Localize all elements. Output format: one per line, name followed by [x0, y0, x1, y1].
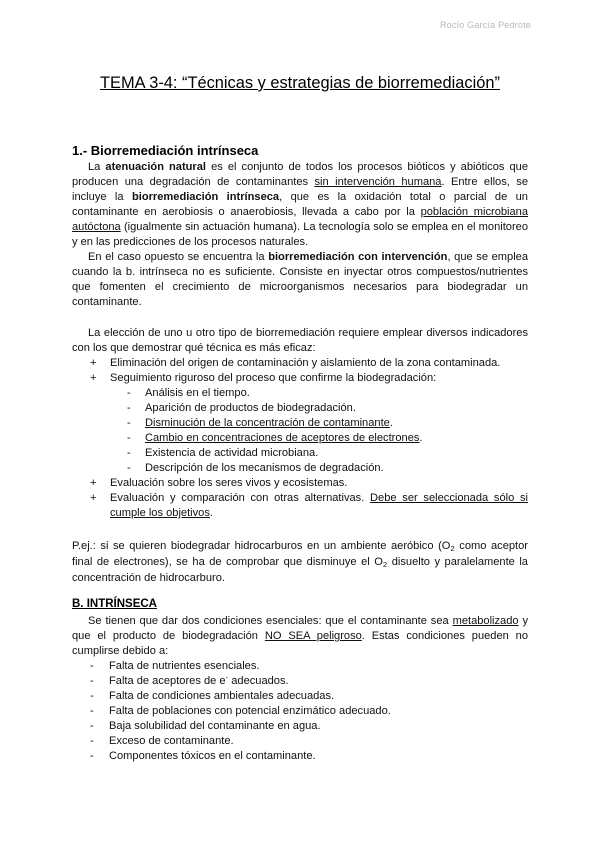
list-item-text: Seguimiento riguroso del proceso que confirme la biodegradación: — [110, 372, 437, 384]
indicator-list-part1 — [90, 356, 528, 386]
text-run: y que el producto de biodegradación — [72, 615, 528, 642]
list-item-text: . — [419, 432, 423, 444]
list-item-text: Exceso de contaminante. — [109, 735, 234, 747]
dash-bullet-marker: - — [90, 720, 94, 732]
list-item — [90, 659, 528, 674]
dash-bullet-marker: - — [90, 735, 94, 747]
dash-bullet-marker: - — [127, 447, 131, 459]
dash-bullet-marker: - — [127, 462, 131, 474]
list-item-text: Falta de condiciones ambientales adecuadas. — [109, 690, 335, 702]
list-item — [90, 704, 528, 719]
text-run: . Entre ellos, se incluye la — [72, 176, 528, 203]
dash-bullet-marker: - — [90, 705, 94, 717]
paragraph-eleccion-indicadores: La elección de uno u otro tipo de biorremediación requiere emplear diversos indicadores con los que demostrar qué técnica es más eficaz: — [72, 327, 528, 354]
list-item-text: Falta de nutrientes esenciales. — [109, 660, 260, 672]
monitoring-sublist — [127, 386, 527, 476]
bold-term-biorremediacion-intrinseca: biorremediación intrínseca — [131, 191, 280, 203]
text-run: La — [88, 161, 106, 173]
list-item-text: . — [209, 507, 213, 519]
list-item — [127, 401, 527, 416]
list-item-text: . — [389, 417, 393, 429]
list-item — [90, 674, 528, 689]
dash-bullet-marker: - — [90, 675, 94, 687]
list-item-text: Evaluación y comparación con otras alternativas. — [110, 492, 371, 504]
list-item — [90, 491, 528, 521]
text-run: disuelto y paralelamente la concentración de hidrocarburo. — [72, 556, 528, 584]
text-run: es el conjunto de todos los procesos bióticos y abióticos que producen una degradación de contaminantes — [72, 161, 529, 188]
text-run: como aceptor final de electrones), se ha de comprobar que disminuye el O — [72, 540, 528, 568]
list-item-text: Descripción de los mecanismos de degradación. — [145, 462, 384, 474]
underlined-list-text: Debe ser seleccionada sólo si cumple los objetivos — [110, 492, 528, 519]
paragraph-condiciones-esenciales — [72, 614, 528, 659]
list-item — [127, 386, 527, 401]
paragraph-example-hidrocarburos — [72, 538, 528, 586]
underlined-term: NO SEA peligroso — [264, 630, 362, 642]
dash-bullet-marker: - — [127, 417, 131, 429]
list-item — [127, 416, 527, 431]
underlined-term: población microbiana autóctona — [72, 206, 529, 233]
text-run: , que se emplea cuando la b. intrínseca no es suficiente. Consiste en inyectar otros compuestos/nutrientes que fomenten el crecimiento de microorganismos necesarios para biodegradar un contaminante. — [72, 251, 529, 308]
superscript: - — [225, 673, 229, 682]
underlined-list-text: Cambio en concentraciones de aceptores de electrones — [145, 432, 420, 444]
list-item — [90, 749, 528, 764]
underlined-list-text: Disminución de la concentración de contaminante — [145, 417, 390, 429]
document-title: TEMA 3-4: “Técnicas y estrategias de biorremediación” — [100, 74, 500, 92]
indicator-list-part2 — [90, 476, 528, 521]
list-item — [90, 734, 528, 749]
paragraph-biorremediacion-con-intervencion — [72, 250, 528, 310]
text-run: P.ej.: si se quieren biodegradar hidrocarburos en un ambiente aeróbico (O — [72, 540, 451, 552]
list-item-text: adecuados. — [228, 675, 289, 687]
dash-bullet-marker: - — [127, 432, 131, 444]
dash-bullet-marker: - — [127, 402, 131, 414]
text-run: En el caso opuesto se encuentra la — [88, 251, 269, 263]
list-item-text: Evaluación sobre los seres vivos y ecosistemas. — [110, 477, 348, 489]
underlined-term: metabolizado — [452, 615, 519, 627]
bold-term-con-intervencion: biorremediación con intervención — [268, 251, 448, 263]
plus-bullet-marker: + — [90, 477, 97, 489]
list-item-text: Aparición de productos de biodegradación. — [145, 402, 356, 414]
list-item-text: Existencia de actividad microbiana. — [145, 447, 319, 459]
list-item-text: Análisis en el tiempo. — [145, 387, 250, 399]
text-run: (igualmente sin actuación humana). La tecnología solo se emplea en el monitoreo y en las predicciones de los procesos naturales. — [72, 221, 528, 248]
conditions-failure-list — [90, 659, 528, 764]
list-item-text: Falta de poblaciones con potencial enzimático adecuado. — [109, 705, 391, 717]
section-heading-b-intrinseca: B. INTRÍNSECA — [72, 598, 157, 610]
page-header-author: Rocío García Pedrote — [439, 20, 531, 30]
list-item-text: Componentes tóxicos en el contaminante. — [109, 750, 316, 762]
list-item — [90, 719, 528, 734]
list-item — [127, 461, 527, 476]
list-item — [127, 446, 527, 461]
list-item — [127, 431, 527, 446]
subscript: 2 — [382, 560, 388, 569]
list-item — [90, 356, 528, 371]
plus-bullet-marker: + — [90, 372, 97, 384]
underlined-term: sin intervención humana — [314, 176, 442, 188]
section-heading-biorremediacion-intrinseca: 1.- Biorremediación intrínseca — [72, 143, 259, 158]
text-run: . Estas condiciones pueden no cumplirse debido a: — [72, 630, 529, 657]
paragraph-atenuacion-natural — [72, 160, 528, 250]
text-run: , que es la oxidación total o parcial de un contaminante en aerobiosis o anaerobiosis, llevada a cabo por la — [72, 191, 528, 218]
subscript: 2 — [450, 544, 455, 553]
dash-bullet-marker: - — [90, 690, 94, 702]
list-item — [90, 476, 528, 491]
list-item-text: Baja solubilidad del contaminante en agua. — [109, 720, 321, 732]
dash-bullet-marker: - — [90, 750, 94, 762]
dash-bullet-marker: - — [90, 660, 94, 672]
text-run: Se tienen que dar dos condiciones esenciales: que el contaminante sea — [88, 615, 453, 627]
list-item — [90, 689, 528, 704]
list-item-text: Eliminación del origen de contaminación y aislamiento de la zona contaminada. — [110, 357, 501, 369]
dash-bullet-marker: - — [127, 387, 131, 399]
list-item-text: Falta de aceptores de e — [109, 675, 226, 687]
bold-term-atenuacion-natural: atenuación natural — [105, 161, 207, 173]
list-item — [90, 371, 528, 386]
plus-bullet-marker: + — [90, 357, 97, 369]
plus-bullet-marker: + — [90, 492, 97, 504]
